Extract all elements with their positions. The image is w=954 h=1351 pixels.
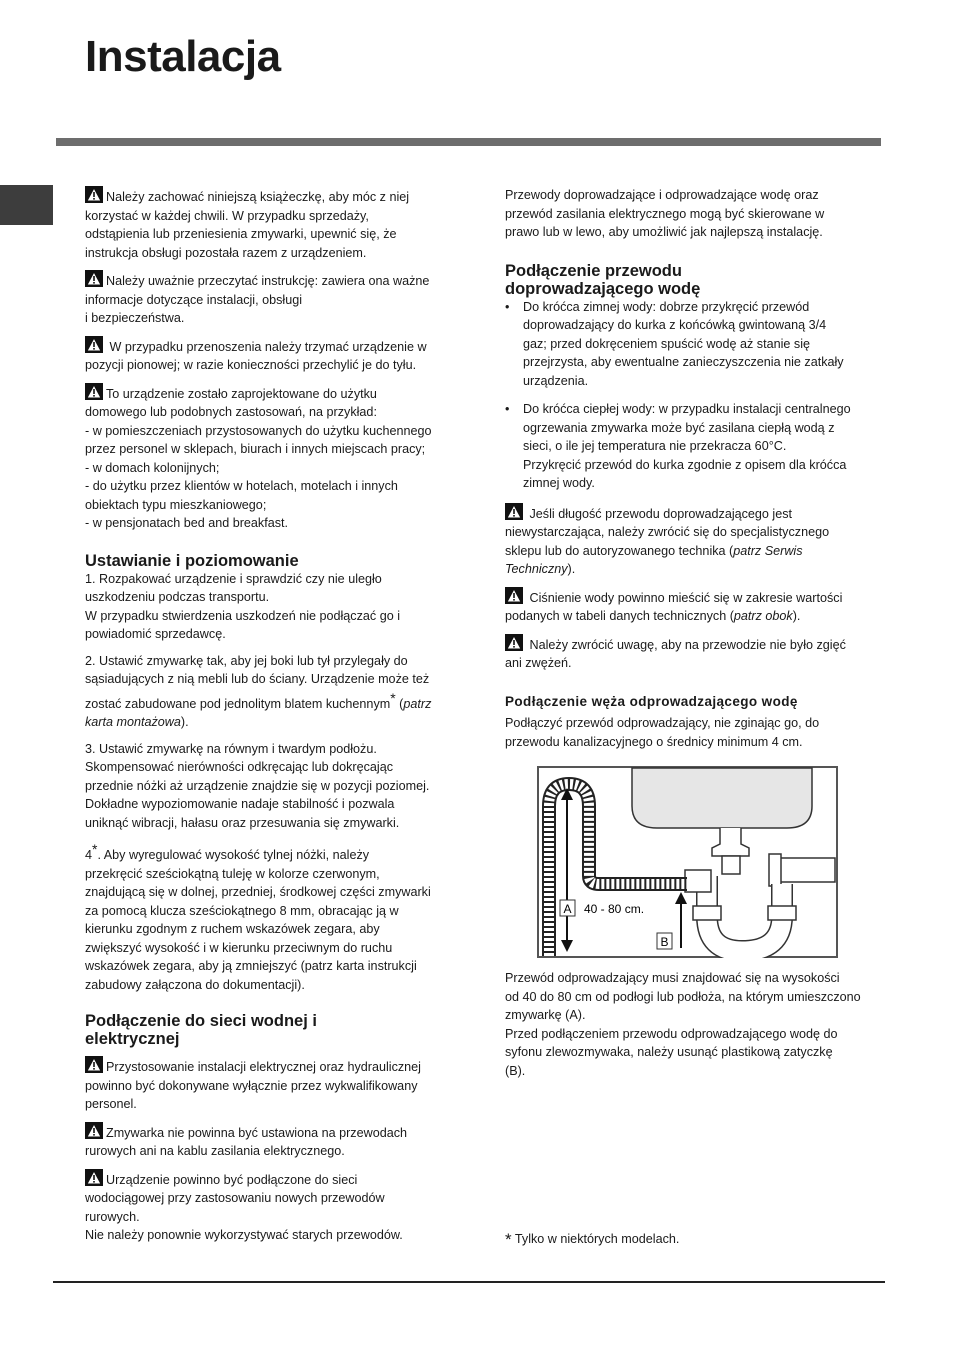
header-rule bbox=[56, 138, 881, 146]
warning-icon bbox=[85, 186, 103, 203]
warning-icon bbox=[85, 270, 103, 287]
warning-paragraph: Urządzenie powinno być podłączone do sieci wodociągowej przy zastosowaniu nowych przewodów rurowych. Nie należy ponownie wykorzystywać starych przewodów. bbox=[85, 1169, 470, 1245]
warning-paragraph: W przypadku przenoszenia należy trzymać urządzenie w pozycji pionowej; w razie konieczności przechylić je do tyłu. bbox=[85, 336, 470, 375]
warning-icon bbox=[85, 1056, 103, 1073]
paragraph: Podłączyć przewód odprowadzający, nie zginając go, do przewodu kanalizacyjnego o średnicy minimum 4 cm. bbox=[505, 716, 820, 749]
drain-hose-diagram bbox=[537, 766, 838, 958]
paragraph: 1. Rozpakować urządzenie i sprawdzić czy nie uległo uszkodzeniu podczas transportu. W przypadku stwierdzenia uszkodzeń nie podłączać go i powiadomić sprzedawcę. bbox=[85, 571, 401, 641]
warning-paragraph: Ciśnienie wody powinno mieścić się w zakresie wartości podanych w tabeli danych technicznych (patrz obok). bbox=[505, 587, 890, 626]
language-tab bbox=[0, 185, 53, 225]
paragraph: 2. Ustawić zmywarkę tak, aby jej boki lub tył przylegały do sąsiadujących z nią mebli lub do ściany. Urządzenie może też zostać zabudowane pod jednolitym blatem kuchennym* (patrz karta montażowa). bbox=[85, 653, 432, 730]
height-range-label: 40 - 80 cm. bbox=[584, 902, 645, 916]
warning-icon bbox=[85, 1169, 103, 1186]
warning-paragraph: Należy zwrócić uwagę, aby na przewodzie nie było zgięć ani zwężeń. bbox=[505, 634, 890, 673]
page-title: Instalacja bbox=[85, 32, 281, 81]
footnote-marker: * bbox=[505, 1230, 512, 1249]
paragraph: Przewód odprowadzający musi znajdować się na wysokości od 40 do 80 cm od podłogi lub podłoża, na którym umieszczono zmywarkę (A). Przed podłączeniem przewodu odprowadzającego wodę do syfonu zlewozmywaka, należy usunąć plastikową zatyczkę (B). bbox=[505, 971, 861, 1078]
right-column-bottom bbox=[505, 969, 890, 1088]
warning-paragraph: Należy uważnie przeczytać instrukcję: zawiera ona ważne informacje dotyczące instalacji, obsługi i bezpieczeństwa. bbox=[85, 270, 470, 328]
warning-icon bbox=[85, 1122, 103, 1139]
footnote: * Tylko w niektórych modelach. bbox=[505, 1230, 680, 1249]
left-column bbox=[85, 186, 470, 1253]
warning-paragraph: Zmywarka nie powinna być ustawiona na przewodach rurowych ani na kablu zasilania elektrycznego. bbox=[85, 1122, 470, 1161]
section-heading: Podłączenie przewodu doprowadzającego wodę bbox=[505, 261, 701, 298]
warning-icon bbox=[505, 634, 523, 651]
section-heading: Ustawianie i poziomowanie bbox=[85, 551, 299, 570]
warning-paragraph: Należy zachować niniejszą książeczkę, aby móc z niej korzystać w każdej chwili. W przypadku sprzedaży, odstąpienia lub przeniesienia zmywarki, upewnić się, że instrukcja obsługi pozostała razem z urządzeniem. bbox=[85, 186, 470, 262]
footnote-marker: * bbox=[92, 841, 98, 858]
warning-paragraph: Przystosowanie instalacji elektrycznej oraz hydraulicznej powinno być dokonywane wyłącznie przez wykwalifikowany personel. bbox=[85, 1056, 470, 1114]
warning-paragraph: To urządzenie zostało zaprojektowane do użytku domowego lub podobnych zastosowań, na przykład: - w pomieszczeniach przystosowanych do użytku kuchennego przez personel w sklepach, biurach i innych miejscach pracy; - w domach kolonijnych; - do użytku przez klientów w hotelach, motelach i innych obiektach typu mieszkaniowego; - w pensjonatach bed and breakfast. bbox=[85, 383, 470, 533]
paragraph: Przewody doprowadzające i odprowadzające wodę oraz przewód zasilania elektrycznego mogą być skierowane w prawo lub w lewo, aby umożliwić jak najlepszą instalację. bbox=[505, 188, 825, 239]
label-b: B bbox=[660, 935, 669, 949]
subsection-heading: Podłączenie węża odprowadzającego wodę bbox=[505, 693, 798, 709]
warning-icon bbox=[505, 587, 523, 604]
label-a: A bbox=[563, 902, 572, 916]
right-column bbox=[505, 186, 890, 759]
bullet-list bbox=[505, 298, 890, 493]
paragraph: 4*. Aby wyregulować wysokość tylnej nóżki, należy przekręcić sześciokątną tuleję w kolorze czerwonym, znajdującą się w dolnej, przedniej, środkowej części zmywarki za pomocą klucza sześciokątnego 8 mm, obracając ją w kierunku zgodnym z ruchem wskazówek zegara, aby zwiększyć wysokość i w kierunku przeciwnym do ruchu wskazówek zegara, aby ją zmniejszyć (patrz karta instrukcji zabudowy załączona do dokumentacji). bbox=[85, 841, 431, 992]
section-heading: Podłączenie do sieci wodnej i elektrycznej bbox=[85, 1012, 317, 1049]
warning-icon bbox=[85, 383, 103, 400]
warning-paragraph: Jeśli długość przewodu doprowadzającego jest niewystarczająca, należy zwrócić się do specjalistycznego sklepu lub do autoryzowanego technika (patrz Serwis Techniczny). bbox=[505, 503, 890, 579]
list-item: • Do króćca ciepłej wody: w przypadku instalacji centralnego ogrzewania zmywarka może być zasilana ciepłą wodą z sieci, o ile jej temperatura nie przekracza 60°C. Przykręcić przewód do kurka zgodnie z opisem dla króćca zimnej wody. bbox=[505, 400, 890, 493]
footnote-marker: * bbox=[390, 689, 396, 706]
footer-rule bbox=[53, 1281, 885, 1283]
list-item: • Do króćca zimnej wody: dobrze przykręcić przewód doprowadzający do kurka z końcówką gwintowaną 3/4 gaz; przed dokręceniem spuścić wodę aż stanie się przejrzysta, aby ewentualne zanieczyszczenia nie zatkały urządzenia. bbox=[505, 298, 890, 391]
paragraph: 3. Ustawić zmywarkę na równym i twardym podłożu. Skompensować nierówności odkręcając lub dokręcając przednie nóżki aż urządzenie znajdzie się w pozycji poziomej. Dokładne wypoziomowanie nadaje stabilność i pozwala uniknąć wibracji, hałasu oraz przesuwania się zmywarki. bbox=[85, 741, 430, 830]
warning-icon bbox=[85, 336, 103, 353]
warning-icon bbox=[505, 503, 523, 520]
